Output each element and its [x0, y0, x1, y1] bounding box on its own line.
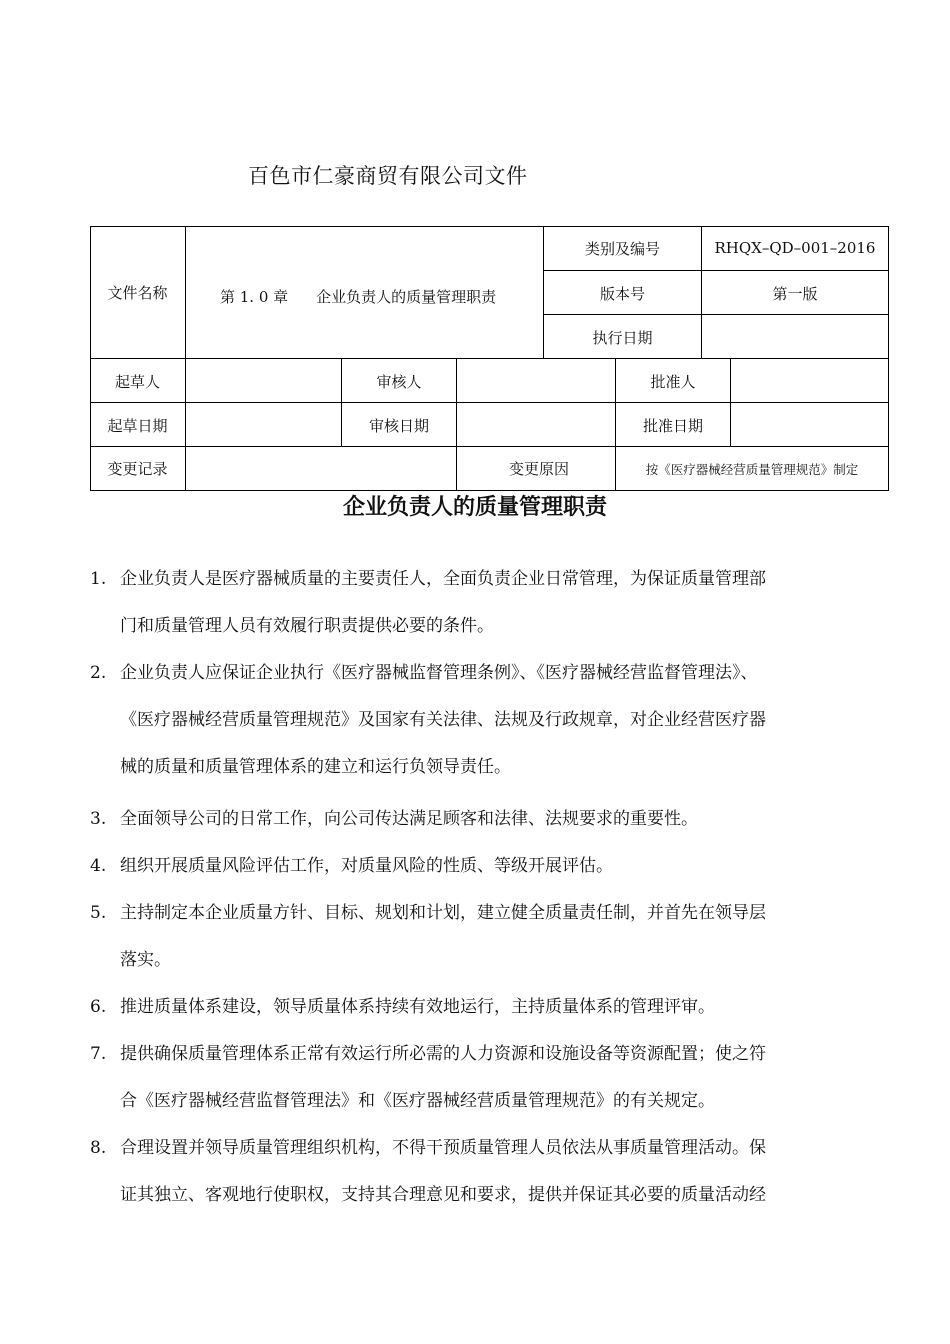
duty-item-line: 合理设置并领导质量管理组织机构，不得干预质量管理人员依法从事质量管理活动。保: [120, 1138, 766, 1158]
document-title: 企业负责人的质量管理职责: [316, 287, 497, 306]
duty-item-line: 械的质量和质量管理体系的建立和运行负领导责任。: [120, 757, 511, 777]
duty-item: [90, 796, 870, 843]
exec-date-value: [702, 315, 888, 359]
approve-date-label: 批准日期: [642, 416, 703, 435]
duty-item-line: 企业负责人应保证企业执行《医疗器械监督管理条例》、《医疗器械经营监督管理法》、: [120, 663, 758, 683]
duty-item: [90, 556, 870, 650]
change-reason-value: 按《医疗器械经营质量管理规范》制定: [645, 461, 859, 477]
main-heading: 企业负责人的质量管理职责: [342, 495, 607, 520]
exec-date-label: 执行日期: [592, 328, 653, 347]
duty-item-line: 主持制定本企业质量方针、目标、规划和计划，建立健全质量责任制，并首先在领导层: [120, 903, 766, 923]
category-value: RHQX–QD–001–2016: [714, 239, 876, 257]
duty-item-number: 1.: [90, 569, 107, 589]
version-value: 第一版: [772, 284, 818, 303]
change-record-label: 变更记录: [107, 460, 168, 478]
duty-item-line: 门和质量管理人员有效履行职责提供必要的条件。: [120, 616, 494, 636]
document-header-table: [90, 226, 889, 491]
duty-item: [90, 1125, 870, 1219]
duty-item: [90, 890, 870, 984]
duty-item: [90, 843, 870, 890]
duty-item: [90, 1031, 870, 1125]
duty-item-line: 提供确保质量管理体系正常有效运行所必需的人力资源和设施设备等资源配置；使之符: [120, 1044, 766, 1064]
duty-item-number: 8.: [90, 1138, 107, 1158]
file-name-label: 文件名称: [107, 283, 168, 302]
approver-label: 批准人: [650, 372, 696, 391]
duty-item-number: 7.: [90, 1044, 107, 1064]
duty-item-line: 证其独立、客观地行使职权，支持其合理意见和要求，提供并保证其必要的质量活动经: [120, 1185, 766, 1205]
duty-item-number: 2.: [90, 663, 107, 683]
chapter-number: 第 1. 0 章: [220, 287, 289, 306]
duty-item-number: 3.: [90, 809, 107, 829]
document-chapter-title: [186, 276, 543, 316]
review-date-label: 审核日期: [368, 416, 429, 435]
draft-date-label: 起草日期: [107, 416, 168, 435]
duty-item-number: 6.: [90, 997, 107, 1017]
duty-item: [90, 984, 870, 1031]
category-label: 类别及编号: [584, 239, 660, 258]
duty-item-number: 5.: [90, 903, 107, 923]
duty-item-number: 4.: [90, 856, 107, 876]
duty-item-line: 全面领导公司的日常工作，向公司传达满足顾客和法律、法规要求的重要性。: [120, 809, 698, 829]
change-reason-label: 变更原因: [508, 460, 569, 478]
drafter-label: 起草人: [114, 372, 160, 391]
company-title: 百色市仁豪商贸有限公司文件: [248, 164, 528, 188]
duty-item-line: 推进质量体系建设，领导质量体系持续有效地运行，主持质量体系的管理评审。: [120, 997, 715, 1017]
duty-item-line: 合《医疗器械经营监督管理法》和《医疗器械经营质量管理规范》的有关规定。: [120, 1091, 715, 1111]
duty-item-line: 《医疗器械经营质量管理规范》及国家有关法律、法规及行政规章，对企业经营医疗器: [120, 710, 766, 730]
duty-item-line: 组织开展质量风险评估工作，对质量风险的性质、等级开展评估。: [120, 856, 613, 876]
duty-item: [90, 650, 870, 791]
duty-item-line: 企业负责人是医疗器械质量的主要责任人，全面负责企业日常管理，为保证质量管理部: [120, 569, 766, 589]
version-label: 版本号: [599, 284, 645, 303]
duty-item-line: 落实。: [120, 950, 171, 970]
reviewer-label: 审核人: [376, 372, 422, 391]
